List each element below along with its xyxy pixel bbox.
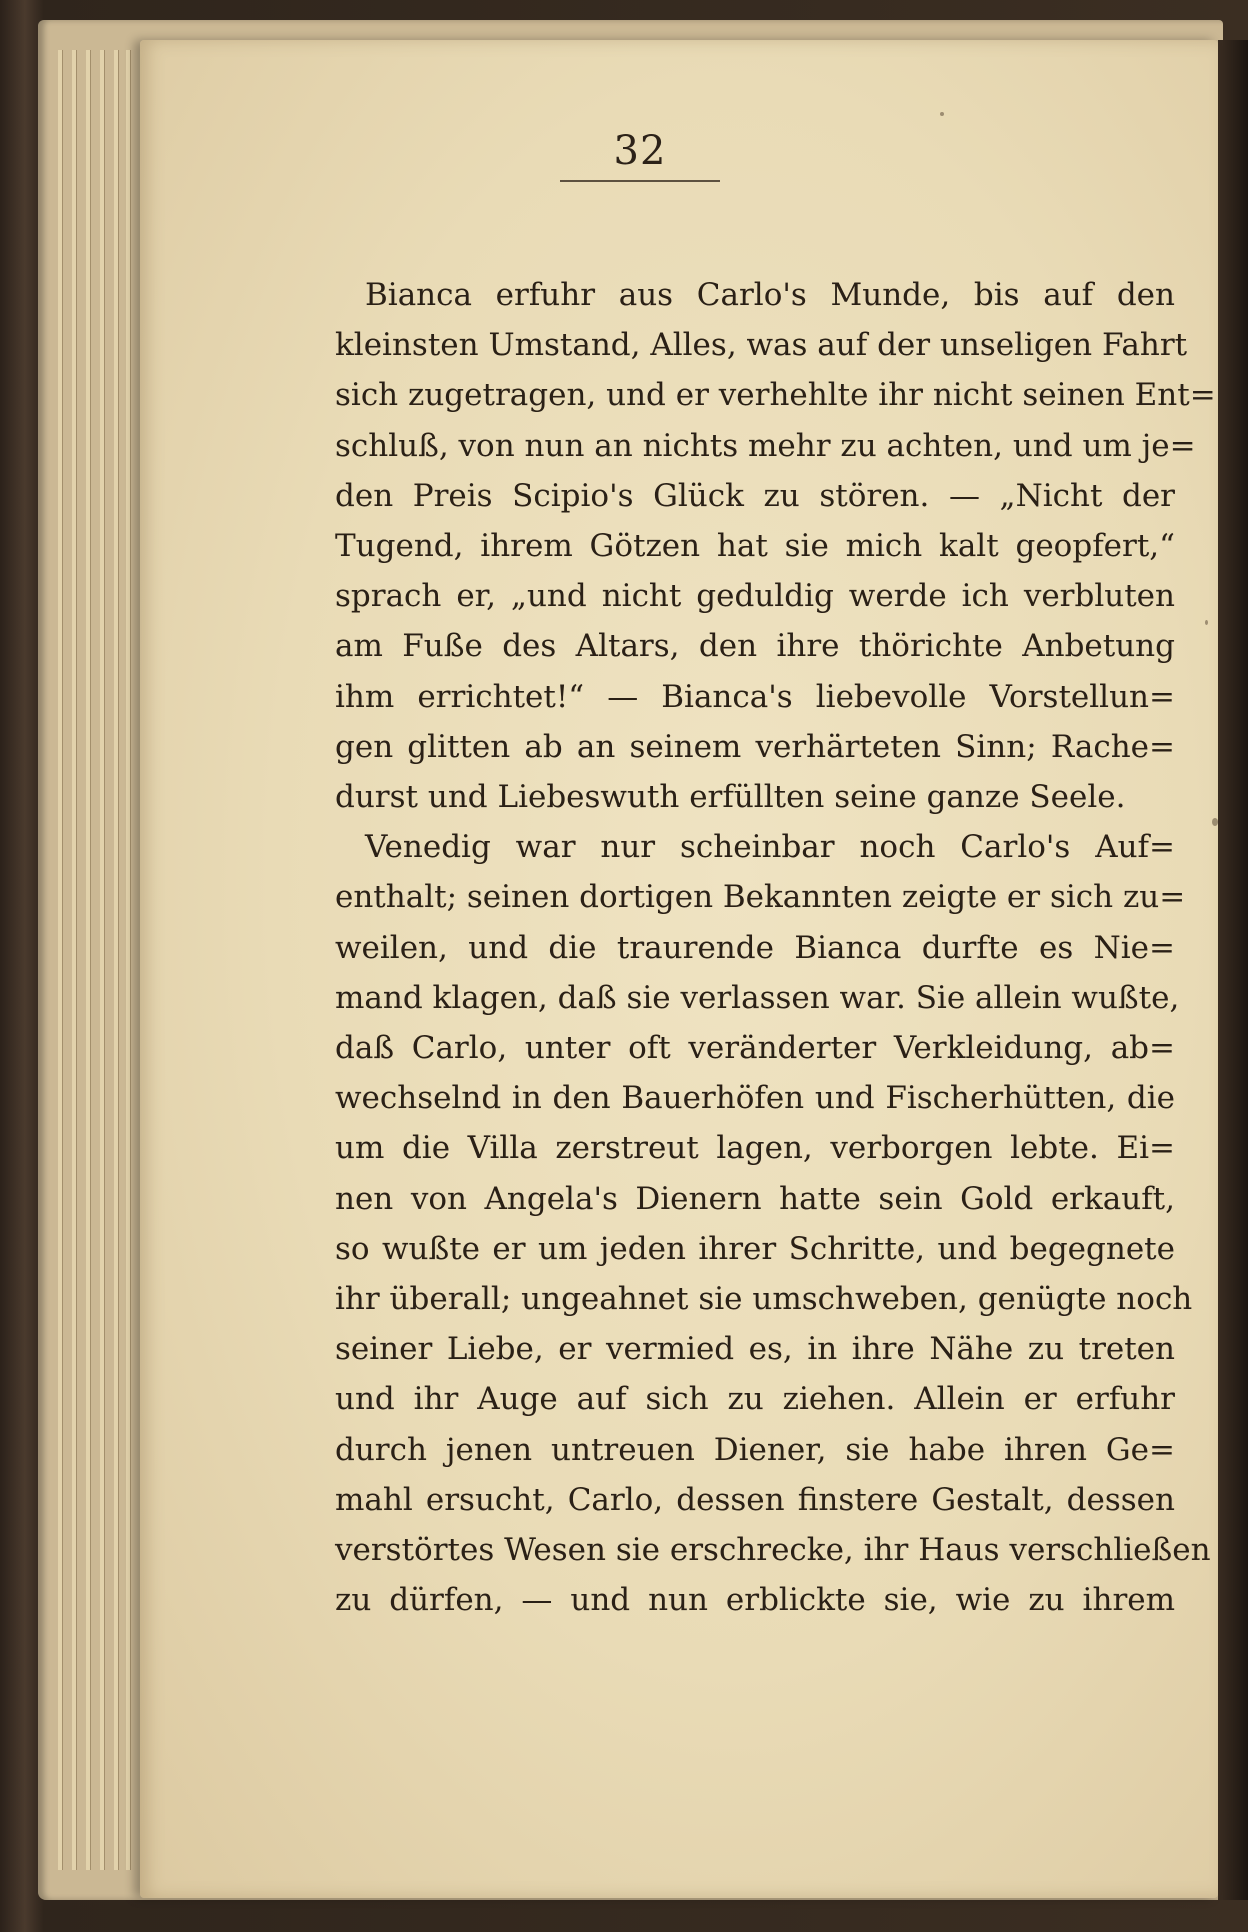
text-line: weilen, und die traurende Bianca durfte es Nie= (335, 929, 1175, 966)
text-line: den Preis Scipio's Glück zu stören. — „Nicht der (335, 477, 1175, 514)
text-line: daß Carlo, unter oft veränderter Verkleidung, ab= (335, 1030, 1175, 1067)
text-line: enthalt; seinen dortigen Bekannten zeigte er sich zu= (335, 879, 1186, 916)
text-line: um die Villa zerstreut lagen, verborgen lebte. Ei= (335, 1130, 1175, 1167)
body-text (335, 270, 1216, 1625)
paper-speck (1212, 818, 1218, 826)
page-number: 32 (613, 128, 667, 174)
text-line: Venedig war nur scheinbar noch Carlo's Auf= (365, 829, 1175, 866)
text-line: und ihr Auge auf sich zu ziehen. Allein er erfuhr (335, 1381, 1175, 1418)
page-edge (86, 50, 91, 1870)
text-line: wechselnd in den Bauerhöfen und Fischerhütten, die (335, 1080, 1175, 1117)
text-line: ihr überall; ungeahnet sie umschweben, genügte noch (335, 1281, 1193, 1318)
text-line: Tugend, ihrem Götzen hat sie mich kalt geopfert,“ (335, 528, 1175, 565)
text-line: sich zugetragen, und er verhehlte ihr nicht seinen Ent= (335, 377, 1216, 414)
text-line: mahl ersucht, Carlo, dessen finstere Gestalt, dessen (335, 1481, 1175, 1518)
page-edge (100, 50, 105, 1870)
text-line: schluß, von nun an nichts mehr zu achten, und um je= (335, 427, 1196, 464)
text-line: mand klagen, daß sie verlassen war. Sie allein wußte, (335, 979, 1180, 1016)
page-edge (114, 50, 119, 1870)
page-edge (58, 50, 63, 1870)
text-line: gen glitten ab an seinem verhärteten Sinn; Rache= (335, 728, 1175, 765)
paper-speck (1205, 620, 1208, 625)
book-cover-edge (1218, 40, 1248, 1900)
text-line: durch jenen untreuen Diener, sie habe ihren Ge= (335, 1431, 1175, 1468)
text-line: kleinsten Umstand, Alles, was auf der unseligen Fahrt (335, 327, 1188, 364)
paper-speck (940, 112, 944, 116)
text-line: nen von Angela's Dienern hatte sein Gold erkauft, (335, 1180, 1175, 1217)
header-rule (560, 180, 720, 182)
text-line: seiner Liebe, er vermied es, in ihre Nähe zu treten (335, 1331, 1175, 1368)
text-line: zu dürfen, — und nun erblickte sie, wie zu ihrem (335, 1582, 1175, 1619)
text-line: durst und Liebeswuth erfüllten seine ganze Seele. (335, 779, 1126, 816)
text-line: ihm errichtet!“ — Bianca's liebevolle Vorstellun= (335, 678, 1175, 715)
page-edge (126, 50, 131, 1870)
page-edge (72, 50, 77, 1870)
text-line: sprach er, „und nicht geduldig werde ich verbluten (335, 578, 1175, 615)
text-line: so wußte er um jeden ihrer Schritte, und begegnete (335, 1230, 1175, 1267)
text-line: am Fuße des Altars, den ihre thörichte Anbetung (335, 628, 1175, 665)
text-line: verstörtes Wesen sie erschrecke, ihr Haus verschließen (335, 1532, 1211, 1569)
text-line: Bianca erfuhr aus Carlo's Munde, bis auf den (365, 277, 1175, 313)
